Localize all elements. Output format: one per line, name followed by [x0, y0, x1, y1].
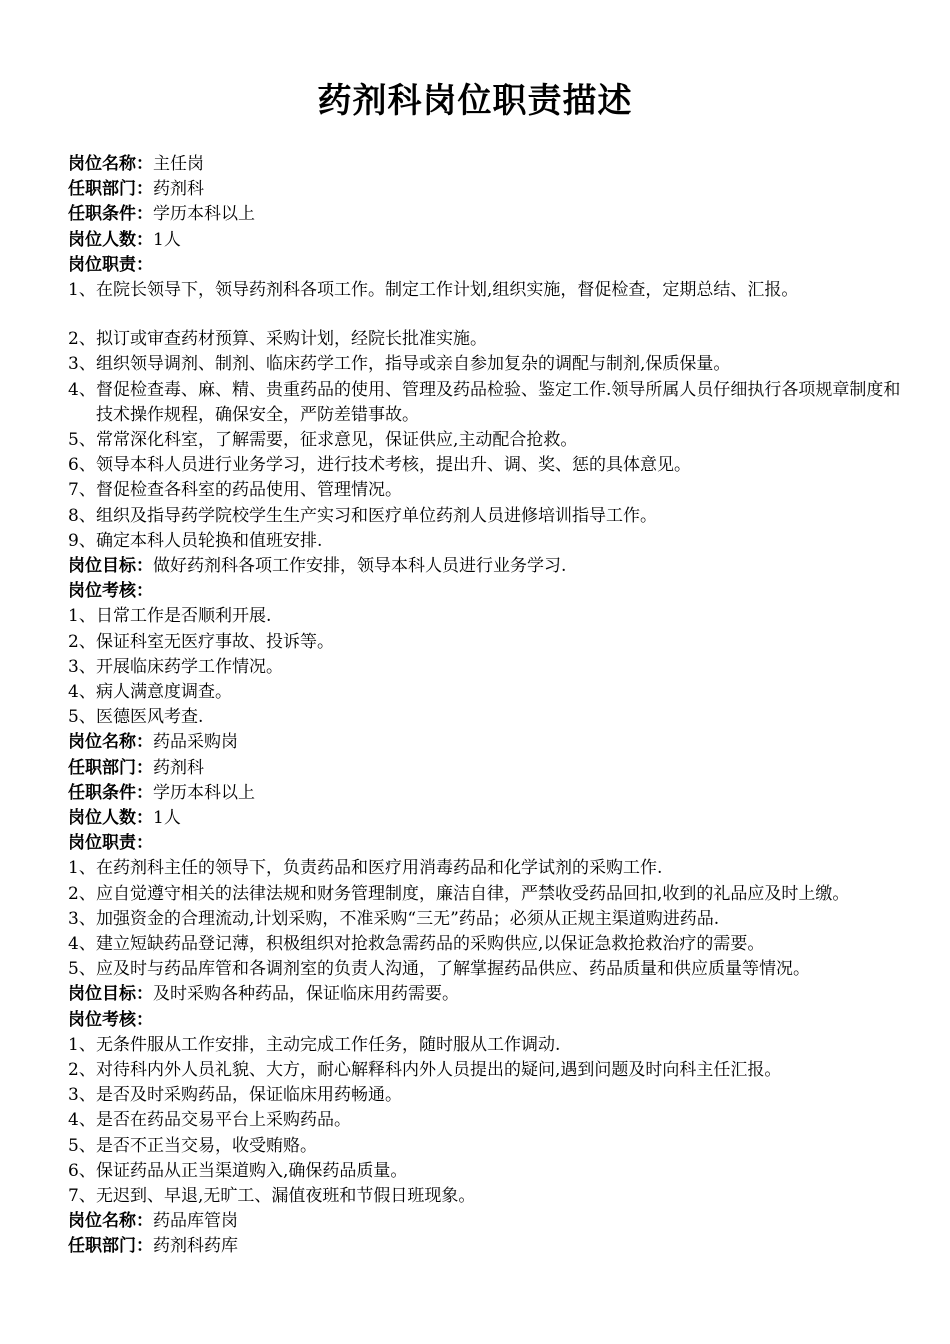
- field-value: 学历本科以上: [153, 782, 255, 803]
- list-item: [68, 504, 938, 529]
- item-text: 是否及时采购药品，保证临床用药畅通。: [96, 1085, 402, 1106]
- item-text: 医德医风考查.: [96, 707, 204, 728]
- item-number: 3、: [68, 1085, 96, 1106]
- list-item: [68, 907, 938, 932]
- item-text: 领导本科人员进行业务学习，进行技术考核，提出升、调、奖、惩的具体意见。: [96, 455, 691, 476]
- item-text: 组织及指导药学院校学生生产实习和医疗单位药剂人员进修培训指导工作。: [96, 505, 657, 526]
- post-name-row: [68, 152, 938, 177]
- item-number: 9、: [68, 530, 96, 551]
- list-item: [68, 630, 938, 655]
- field-label: 岗位名称：: [68, 732, 153, 753]
- item-number: 1、: [68, 858, 96, 879]
- duties-heading: [68, 253, 938, 278]
- list-item: [68, 882, 911, 907]
- item-text: 对待科内外人员礼貌、大方，耐心解释科内外人员提出的疑问,遇到问题及时向科主任汇报。: [96, 1059, 782, 1080]
- field-label: 岗位人数：: [68, 807, 153, 828]
- field-value: 药品采购岗: [153, 732, 238, 753]
- item-text: 应及时与药品库管和各调剂室的负责人沟通，了解掌握药品供应、药品质量和供应质量等情况。: [96, 959, 810, 980]
- item-number: 1、: [68, 279, 96, 300]
- goal-row: [68, 554, 938, 579]
- headcount-row: [68, 228, 938, 253]
- item-number: 2、: [68, 1059, 96, 1080]
- item-number: 1、: [68, 606, 96, 627]
- field-label: 岗位名称：: [68, 1211, 153, 1232]
- list-item: [68, 478, 938, 503]
- field-label: 任职部门：: [68, 179, 153, 200]
- field-label: 岗位职责：: [68, 254, 153, 275]
- item-number: 3、: [68, 656, 96, 677]
- requirement-row: [68, 781, 938, 806]
- item-text: 建立短缺药品登记薄，积极组织对抢救急需药品的采购供应,以保证急救抢救治疗的需要。: [96, 933, 765, 954]
- list-item: [68, 604, 938, 629]
- item-number: 7、: [68, 1185, 96, 1206]
- item-number: 4、: [68, 1110, 96, 1131]
- field-value: 药剂科: [153, 757, 204, 778]
- page-title: 药剂科岗位职责描述: [317, 81, 633, 121]
- dept-row: [68, 177, 938, 202]
- item-text: 病人满意度调查。: [96, 681, 232, 702]
- item-text: 无条件服从工作安排，主动完成工作任务，随时服从工作调动.: [96, 1034, 561, 1055]
- list-item: [68, 378, 911, 428]
- list-item: [68, 453, 938, 478]
- item-number: 7、: [68, 480, 96, 501]
- post-name-row: [68, 1209, 938, 1234]
- field-value: 学历本科以上: [153, 204, 255, 225]
- item-text: 是否在药品交易平台上采购药品。: [96, 1110, 351, 1131]
- blank-line: [68, 303, 938, 327]
- field-label: 岗位目标：: [68, 555, 153, 576]
- item-text: 督促检查毒、麻、精、贵重药品的使用、管理及药品检验、鉴定工作.领导所属人员仔细执行各项规章制度和技术操作规程，确保安全，严防差错事故。: [96, 379, 901, 425]
- list-item: [68, 529, 938, 554]
- item-text: 拟订或审查药材预算、采购计划，经院长批准实施。: [96, 329, 487, 350]
- dept-row: [68, 756, 938, 781]
- field-label: 任职条件：: [68, 204, 153, 225]
- field-value: 药剂科: [153, 179, 204, 200]
- list-item: [68, 680, 938, 705]
- item-number: 6、: [68, 455, 96, 476]
- item-number: 5、: [68, 1135, 96, 1156]
- list-item: [68, 327, 938, 352]
- goal-row: [68, 982, 938, 1007]
- item-text: 常常深化科室，了解需要，征求意见，保证供应,主动配合抢救。: [96, 429, 578, 450]
- item-number: 1、: [68, 1034, 96, 1055]
- assessment-heading: [68, 579, 938, 604]
- list-item: [68, 278, 938, 303]
- field-label: 岗位目标：: [68, 984, 153, 1005]
- post-name-row: [68, 730, 938, 755]
- item-number: 2、: [68, 883, 96, 904]
- item-number: 3、: [68, 908, 96, 929]
- item-number: 5、: [68, 429, 96, 450]
- item-text: 组织领导调剂、制剂、临床药学工作，指导或亲自参加复杂的调配与制剂,保质保量。: [96, 354, 731, 375]
- list-item: [68, 957, 938, 982]
- list-item: [68, 1033, 938, 1058]
- item-text: 应自觉遵守相关的法律法规和财务管理制度，廉洁自律，严禁收受药品回扣,收到的礼品应及时上缴。: [96, 883, 850, 904]
- field-label: 岗位名称：: [68, 154, 153, 174]
- item-text: 加强资金的合理流动,计划采购，不准采购“三无”药品；必须从正规主渠道购进药品.: [96, 908, 720, 929]
- list-item: [68, 1108, 938, 1133]
- field-value: 药剂科药库: [153, 1236, 238, 1257]
- list-item: [68, 1184, 938, 1209]
- list-item: [68, 655, 938, 680]
- item-number: 2、: [68, 631, 96, 652]
- list-item: [68, 856, 938, 881]
- item-text: 开展临床药学工作情况。: [96, 656, 283, 677]
- item-text: 是否不正当交易，收受贿赂。: [96, 1135, 317, 1156]
- item-number: 4、: [68, 379, 96, 400]
- item-number: 8、: [68, 505, 96, 526]
- field-value: 药品库管岗: [153, 1211, 238, 1232]
- field-label: 任职部门：: [68, 757, 153, 778]
- item-number: 6、: [68, 1160, 96, 1181]
- field-label: 岗位职责：: [68, 833, 153, 854]
- field-label: 任职条件：: [68, 782, 153, 803]
- item-number: 5、: [68, 707, 96, 728]
- item-number: 3、: [68, 354, 96, 375]
- item-number: 4、: [68, 681, 96, 702]
- list-item: [68, 1058, 938, 1083]
- field-label: 岗位人数：: [68, 229, 153, 250]
- field-label: 任职部门：: [68, 1236, 153, 1257]
- field-label: 岗位考核：: [68, 581, 153, 602]
- list-item: [68, 1159, 938, 1184]
- item-number: 5、: [68, 959, 96, 980]
- item-text: 督促检查各科室的药品使用、管理情况。: [96, 480, 402, 501]
- field-value: 1人: [153, 229, 181, 250]
- list-item: [68, 932, 938, 957]
- item-text: 在院长领导下，领导药剂科各项工作。制定工作计划,组织实施，督促检查，定期总结、汇报。: [96, 279, 799, 300]
- field-value: 及时采购各种药品，保证临床用药需要。: [153, 984, 459, 1005]
- list-item: [68, 705, 938, 730]
- list-item: [68, 428, 938, 453]
- item-text: 日常工作是否顺利开展.: [96, 606, 272, 627]
- field-value: 1人: [153, 807, 181, 828]
- headcount-row: [68, 806, 938, 831]
- requirement-row: [68, 202, 938, 227]
- item-text: 无迟到、早退,无旷工、漏值夜班和节假日班现象。: [96, 1185, 476, 1206]
- dept-row: [68, 1234, 938, 1259]
- item-text: 在药剂科主任的领导下，负责药品和医疗用消毒药品和化学试剂的采购工作.: [96, 858, 663, 879]
- document-body: [68, 152, 938, 1259]
- item-text: 保证药品从正当渠道购入,确保药品质量。: [96, 1160, 408, 1181]
- list-item: [68, 352, 938, 377]
- assessment-heading: [68, 1008, 938, 1033]
- field-label: 岗位考核：: [68, 1009, 153, 1030]
- field-value: 做好药剂科各项工作安排，领导本科人员进行业务学习.: [153, 555, 567, 576]
- duties-heading: [68, 831, 938, 856]
- list-item: [68, 1134, 938, 1159]
- item-number: 2、: [68, 329, 96, 350]
- item-number: 4、: [68, 933, 96, 954]
- item-text: 确定本科人员轮换和值班安排.: [96, 530, 323, 551]
- list-item: [68, 1083, 938, 1108]
- item-text: 保证科室无医疗事故、投诉等。: [96, 631, 334, 652]
- field-value: 主任岗: [153, 154, 204, 174]
